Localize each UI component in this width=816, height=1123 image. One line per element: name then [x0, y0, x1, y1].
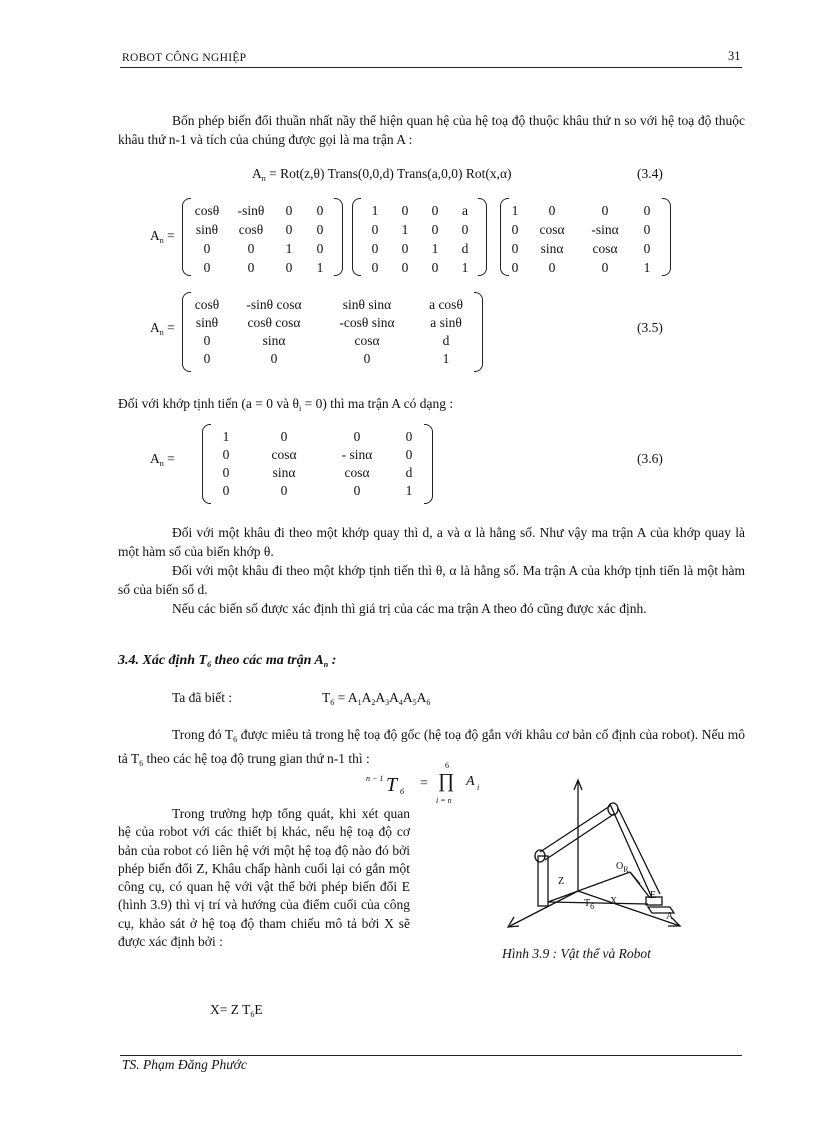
footer-author: TS. Phạm Đăng Phước — [122, 1057, 247, 1072]
matrix-cell: 1 — [401, 222, 409, 237]
matrix-cell: 0 — [316, 203, 324, 218]
matrix-cell: 0 — [461, 222, 469, 237]
matrix-cell: a sinθ — [430, 315, 462, 330]
matrix-cell: 0 — [203, 260, 211, 275]
matrix-lhs-label-3-6: $A_n$ = — [150, 451, 175, 468]
matrix-cell: 0 — [280, 429, 288, 444]
matrix-cell: 0 — [363, 351, 371, 366]
matrix-cell: 0 — [371, 241, 379, 256]
matrix-cell: 0 — [285, 222, 293, 237]
equation-number-3-5: (3.5) — [637, 320, 663, 335]
matrix-cell: 0 — [285, 203, 293, 218]
known-label: Ta đã biết : — [172, 690, 233, 705]
matrix-a-prismatic — [208, 429, 428, 499]
matrix-cell: a cosθ — [429, 297, 463, 312]
matrix-cell: 0 — [353, 483, 361, 498]
product-formula: n − 1 T 6 = 6 ∏ i = n A i — [366, 761, 480, 805]
matrix-cell: a — [462, 203, 468, 218]
matrix-rot-x — [506, 203, 664, 276]
label-or: $O_R$ — [616, 861, 629, 874]
matrix-cell: cosα — [539, 222, 565, 237]
matrix-rot-z — [186, 203, 336, 276]
label-z: Z — [558, 876, 565, 887]
matrix-a-right-bracket — [474, 292, 483, 372]
paragraph-variables: Nếu các biến số được xác định thì giá trị của các ma trận A theo đó cũng được xác định. — [172, 601, 647, 616]
matrix-cell: cosθ cosα — [247, 315, 301, 330]
matrix-cell: 1 — [285, 241, 293, 256]
matrix-cell: 0 — [548, 203, 556, 218]
footer-rule — [120, 1055, 742, 1056]
matrix-cell: - sinα — [341, 447, 373, 462]
matrix-cell: 0 — [353, 429, 361, 444]
paragraph-prismatic-const: Đối với một khâu đi theo một khớp tịnh tiến thì θ, α là hằng số. Ma trận A của khớp tịnh tiến là một hàm số của biến số d. — [118, 563, 745, 597]
matrix-3-right-bracket — [662, 198, 671, 276]
paragraph-intro: Bốn phép biến đổi thuần nhất nầy thể hiện quan hệ của hệ toạ độ thuộc khâu thứ n so với hệ toạ độ thuộc khâu thứ n-1 và tích của chúng được gọi là ma trận A : — [118, 113, 745, 147]
label-a: A — [666, 911, 674, 922]
matrix-cell: 0 — [643, 203, 651, 218]
matrix-cell: 0 — [401, 260, 409, 275]
matrix-cell: 1 — [511, 203, 519, 218]
matrix-lhs-label: $A_n$ = — [150, 228, 175, 245]
matrix-cell: 0 — [601, 260, 609, 275]
matrix-cell: 0 — [371, 222, 379, 237]
matrix-trans — [360, 203, 480, 276]
matrix-cell: 0 — [371, 260, 379, 275]
matrix-cell: 0 — [401, 241, 409, 256]
matrix-cell: d — [442, 333, 450, 348]
matrix-cell: 0 — [222, 465, 230, 480]
matrix-cell: 1 — [405, 483, 413, 498]
matrix-lhs-label-3-5: $A_n$ = — [150, 320, 175, 337]
matrix-cell: -sinθ — [237, 203, 265, 218]
matrix-cell: 1 — [431, 241, 439, 256]
matrix-cell: 0 — [280, 483, 288, 498]
x-axis — [510, 891, 578, 926]
matrix-cell: 0 — [247, 241, 255, 256]
equation-3-4: $A_n = Rot(z,\theta)$ Trans(0,0,d) Trans(a,0,0) Rot(x,α) — [252, 166, 512, 183]
matrix-cell: 0 — [511, 222, 519, 237]
final-equation: X= Z $T_6E$ — [210, 1002, 263, 1019]
matrix-cell: -cosθ sinα — [339, 315, 395, 330]
matrix-cell: sinα — [262, 333, 286, 348]
matrix-cell: 0 — [601, 203, 609, 218]
matrix-cell: d — [405, 465, 413, 480]
matrix-cell: sinθ — [195, 315, 219, 330]
matrix-cell: -sinα — [591, 222, 619, 237]
matrix-cell: sinα — [272, 465, 296, 480]
matrix-cell: 1 — [371, 203, 379, 218]
matrix-cell: 0 — [511, 241, 519, 256]
matrix-cell: sinθ — [195, 222, 219, 237]
matrix-cell: 1 — [442, 351, 450, 366]
matrix-cell: 1 — [461, 260, 469, 275]
section-heading: 3.4. Xác định $T_6$ theo các ma trận $A_n$ : — [118, 653, 337, 669]
matrix-cell: 0 — [548, 260, 556, 275]
matrix-cell: 0 — [222, 483, 230, 498]
matrix-cell: 1 — [316, 260, 324, 275]
matrix-cell: 0 — [203, 351, 211, 366]
t6-product-equation: $T_6 = A_1A_2A_3A_4A_5A_6$ — [322, 690, 431, 707]
matrix-a-general — [186, 297, 478, 367]
matrix-cell: cosα — [271, 447, 297, 462]
matrix-cell: cosα — [344, 465, 370, 480]
matrix-cell: 0 — [247, 260, 255, 275]
matrix-cell: 0 — [431, 203, 439, 218]
matrix-1-right-bracket — [334, 198, 343, 276]
paragraph-revolute: Đối với một khâu đi theo một khớp quay thì d, a và α là hằng số. Như vậy ma trận A của khớp quay là một hàm số của biến khớp θ. — [118, 525, 745, 559]
matrix-cell: 0 — [431, 222, 439, 237]
matrix-cell: d — [461, 241, 469, 256]
matrix-cell: 0 — [316, 241, 324, 256]
matrix-cell: 0 — [643, 222, 651, 237]
matrix-cell: sinα — [540, 241, 564, 256]
page-number: 31 — [728, 49, 741, 63]
label-e: E — [650, 890, 657, 901]
matrix-cell: 0 — [285, 260, 293, 275]
matrix-2-right-bracket — [478, 198, 487, 276]
paragraph-prismatic: Đối với khớp tịnh tiến (a = 0 và $\theta_i = 0$) thì ma trận A có dạng : — [118, 396, 454, 413]
equation-number-3-6: (3.6) — [637, 451, 663, 466]
matrix-prismatic-right-bracket — [424, 424, 433, 504]
matrix-cell: 0 — [270, 351, 278, 366]
matrix-cell: 1 — [643, 260, 651, 275]
matrix-cell: cosα — [592, 241, 618, 256]
matrix-cell: 0 — [401, 203, 409, 218]
equation-number-3-4: (3.4) — [637, 166, 663, 181]
paragraph-t6-description: Trong đó $T_6$ được miêu tả trong hệ toạ độ gốc (hệ toạ độ gắn với khâu cơ bản cố định của robot). Nếu mô tả $T_6$ theo các hệ toạ độ trung gian thứ n-1 thì : — [118, 727, 745, 768]
figure-caption: Hình 3.9 : Vật thể và Robot — [502, 946, 651, 961]
matrix-cell: 0 — [316, 222, 324, 237]
label-x: X — [610, 896, 618, 907]
matrix-cell: 0 — [405, 429, 413, 444]
matrix-cell: 0 — [405, 447, 413, 462]
matrix-cell: cosθ — [238, 222, 264, 237]
matrix-cell: sinθ sinα — [342, 297, 392, 312]
matrix-cell: -sinθ cosα — [246, 297, 302, 312]
matrix-cell: cosα — [354, 333, 380, 348]
label-t6: $T_6$ — [584, 898, 595, 911]
matrix-cell: 0 — [222, 447, 230, 462]
header-rule — [120, 67, 742, 68]
matrix-cell: 1 — [222, 429, 230, 444]
matrix-cell: 0 — [203, 333, 211, 348]
robot-figure — [500, 776, 690, 936]
matrix-cell: 0 — [511, 260, 519, 275]
matrix-cell: 0 — [431, 260, 439, 275]
matrix-cell: cosθ — [194, 203, 220, 218]
matrix-cell: 0 — [203, 241, 211, 256]
running-header-title: ROBOT CÔNG NGHIỆP — [122, 52, 247, 64]
matrix-cell: 0 — [643, 241, 651, 256]
paragraph-general-case: Trong trường hợp tổng quát, khi xét quan hệ của robot với các thiết bị khác, nếu hệ toạ độ cơ bản của robot có liên hệ với một hệ toạ độ nào đó bởi phép biến đổi Z, Khâu chấp hành cuối lại có gắn một công cụ, có quan hệ với vật thể bởi phép biến đổi E (hình 3.9) thì vị trí và hướng của điểm cuối của công cụ, khảo sát ở hệ toạ độ tham chiếu mô tả bởi X sẽ được xác định bởi : — [118, 806, 410, 950]
robot-base — [538, 856, 548, 906]
matrix-cell: cosθ — [194, 297, 220, 312]
